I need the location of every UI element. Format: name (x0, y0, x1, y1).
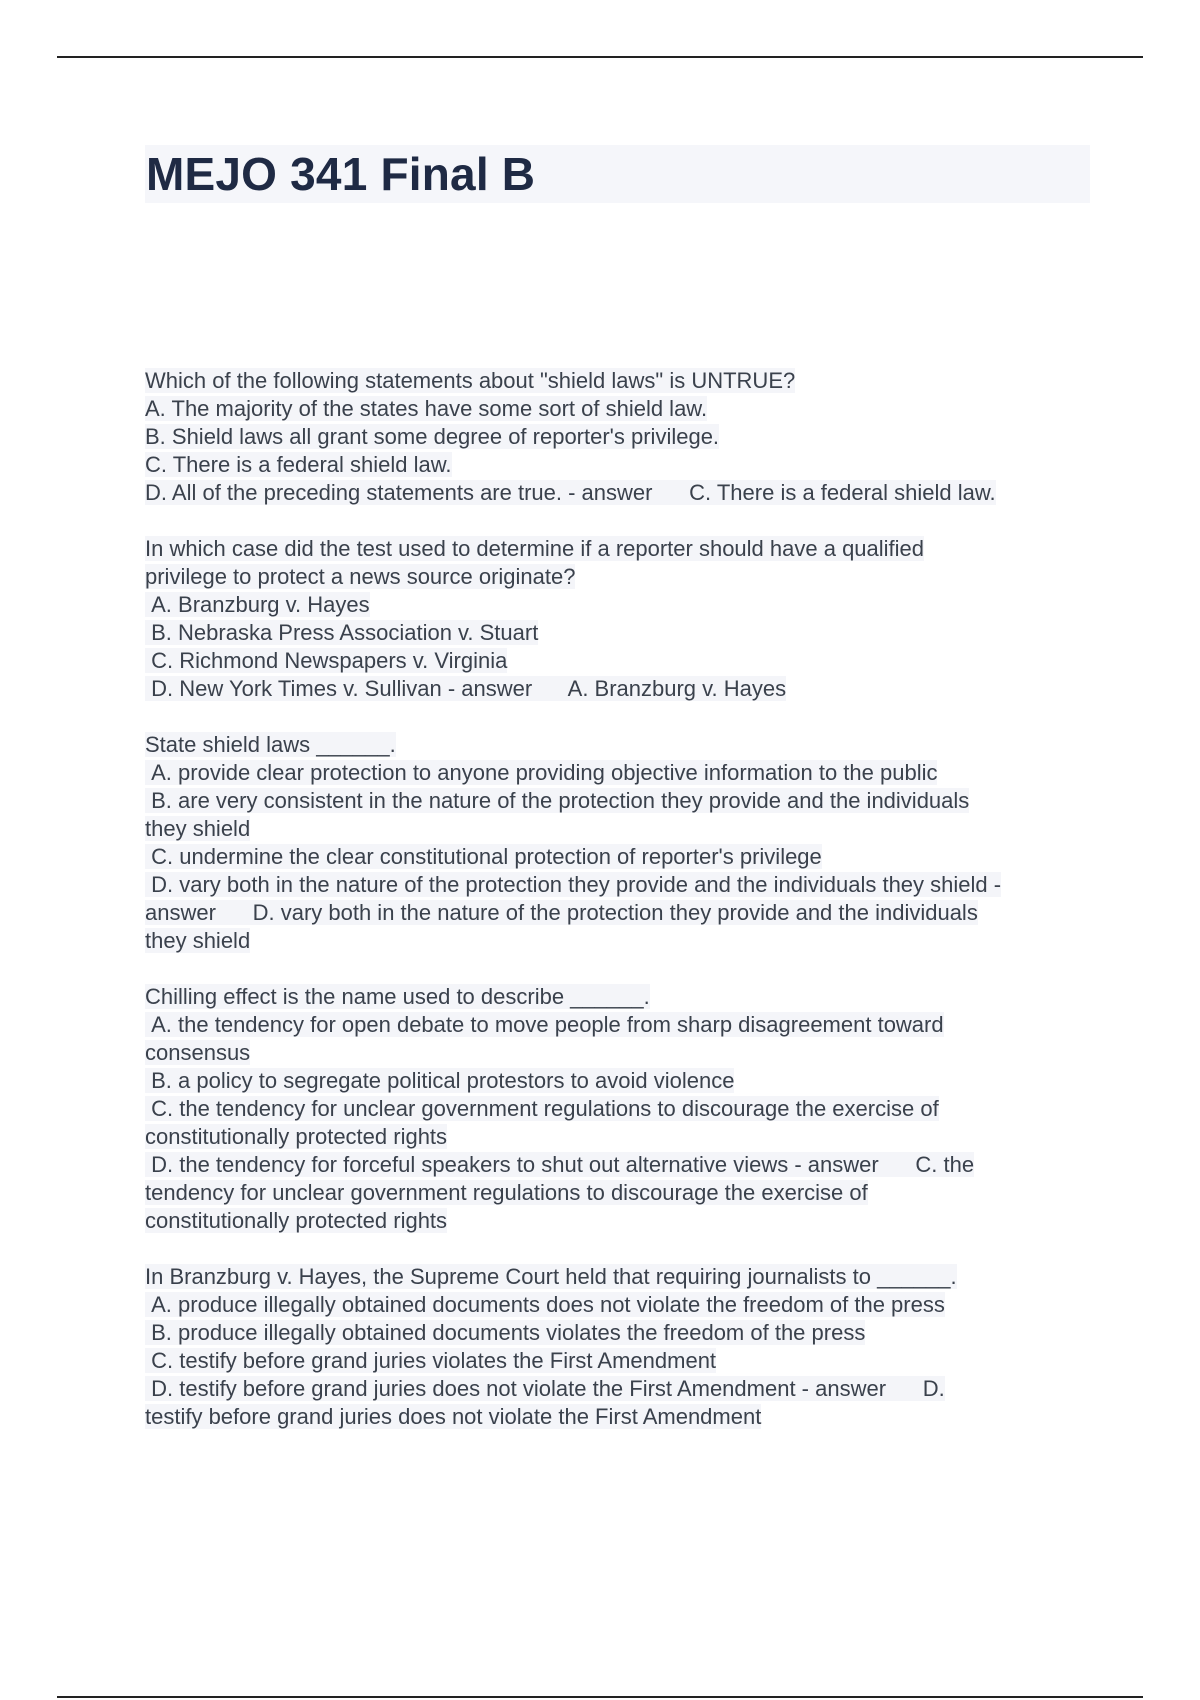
question-4-line: B. a policy to segregate political protestors to avoid violence (145, 1068, 735, 1093)
question-1 (145, 367, 1090, 507)
question-1-line: A. The majority of the states have some sort of shield law. (145, 396, 708, 421)
question-5-line: C. testify before grand juries violates the First Amendment (145, 1348, 717, 1373)
question-1-line: C. There is a federal shield law. (145, 452, 452, 477)
question-2-line: D. New York Times v. Sullivan - answer A. Branzburg v. Hayes (145, 676, 787, 701)
question-5-line: D. testify before grand juries does not violate the First Amendment - answer D. (145, 1376, 945, 1401)
question-4-line: tendency for unclear government regulations to discourage the exercise of (145, 1180, 868, 1205)
question-2 (145, 535, 1090, 703)
question-4-line: constitutionally protected rights (145, 1208, 448, 1233)
question-4-line: C. the tendency for unclear government regulations to discourage the exercise of (145, 1096, 939, 1121)
bottom-rule (57, 1696, 1143, 1698)
question-4 (145, 983, 1090, 1235)
question-3-line: D. vary both in the nature of the protection they provide and the individuals they shield - (145, 872, 1002, 897)
question-4-line: constitutionally protected rights (145, 1124, 448, 1149)
question-3-line: B. are very consistent in the nature of the protection they provide and the individuals (145, 788, 970, 813)
question-list (145, 367, 1090, 1459)
question-3-line: they shield (145, 928, 251, 953)
question-3-line: A. provide clear protection to anyone providing objective information to the public (145, 760, 938, 785)
question-3 (145, 731, 1090, 955)
question-5-line: A. produce illegally obtained documents does not violate the freedom of the press (145, 1292, 945, 1317)
question-5-line: B. produce illegally obtained documents violates the freedom of the press (145, 1320, 866, 1345)
question-2-line: privilege to protect a news source originate? (145, 564, 576, 589)
question-2-line: In which case did the test used to determine if a reporter should have a qualified (145, 536, 925, 561)
question-3-line: they shield (145, 816, 251, 841)
question-4-line: consensus (145, 1040, 251, 1065)
question-1-line: D. All of the preceding statements are true. - answer C. There is a federal shield law. (145, 480, 996, 505)
question-3-line: answer D. vary both in the nature of the protection they provide and the individuals (145, 900, 978, 925)
question-1-line: Which of the following statements about "shield laws" is UNTRUE? (145, 368, 796, 393)
document-title: MEJO 341 Final B (146, 148, 536, 200)
question-4-line: D. the tendency for forceful speakers to shut out alternative views - answer C. the (145, 1152, 975, 1177)
question-2-line: B. Nebraska Press Association v. Stuart (145, 620, 539, 645)
question-1-line: B. Shield laws all grant some degree of reporter's privilege. (145, 424, 720, 449)
question-5 (145, 1263, 1090, 1431)
question-2-line: A. Branzburg v. Hayes (145, 592, 370, 617)
question-4-line: A. the tendency for open debate to move people from sharp disagreement toward (145, 1012, 944, 1037)
question-3-line: C. undermine the clear constitutional protection of reporter's privilege (145, 844, 822, 869)
question-2-line: C. Richmond Newspapers v. Virginia (145, 648, 508, 673)
question-4-line: Chilling effect is the name used to describe ______. (145, 984, 650, 1009)
question-3-line: State shield laws ______. (145, 732, 396, 757)
question-5-line: testify before grand juries does not violate the First Amendment (145, 1404, 762, 1429)
top-rule (57, 56, 1143, 58)
question-5-line: In Branzburg v. Hayes, the Supreme Court held that requiring journalists to ______. (145, 1264, 957, 1289)
